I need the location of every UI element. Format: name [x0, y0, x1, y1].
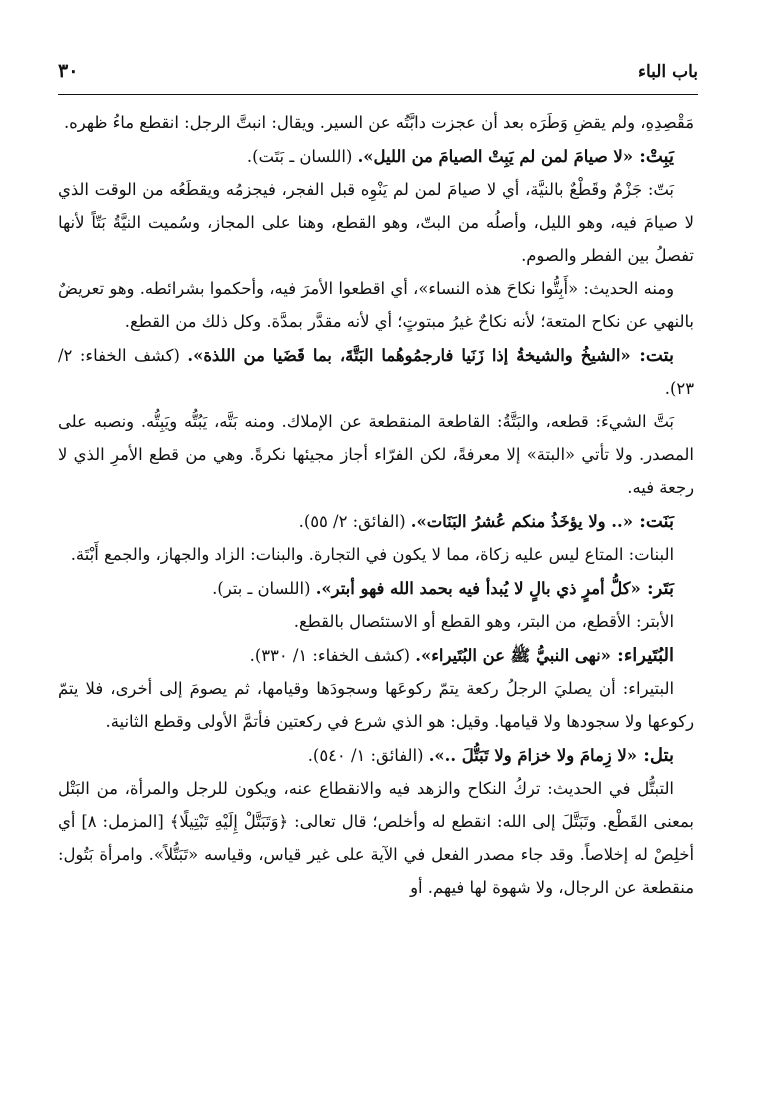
paragraph-text: بَتّ: جَزْمٌ وقَطْعٌ بالنيَّة، أي لا صيامَ لمن لم يَنْوِه قبل الفجر، فيجزمُه ويقطَعُه من الوقت الذي لا صيامَ فيه، وهو الليل، وأصلُه من البتّ، وهو القطع، وهنا على المجاز، وسُميت النيَّةُ بَتّاً لأنها تفصلُ بين الفطر والصوم.	[58, 180, 694, 265]
source-citation: (الفائق: ١/ ٥٤٠).	[307, 746, 429, 765]
paragraph-text: البتيراء: أن يصليَ الرجلُ ركعة يتمّ ركوعَها وسجودَها وقيامها، ثم يصومَ إلى أخرى، فلا يتمّ ركوعها ولا سجودها ولا قيامها. وقيل: هو الذي شرع في ركعتين فأتمَّ الأولى وقطع الثانية.	[58, 679, 694, 731]
entry-headword: البُتَيراء:	[610, 645, 674, 666]
entry	[58, 339, 694, 405]
paragraph	[58, 405, 694, 504]
paragraph	[58, 538, 694, 571]
paragraph-text: بَتَّ الشيءَ: قطعه، والبَتَّةُ: القاطعة المنقطعة عن الإملاك. ومنه بَتَّه، يَبُتُّه ويَبِتُّه. ونصبه على المصدر. ولا تأتي «البتة» إلا معرفةً، لكن الفرّاء أجاز مجيئها نكرةً. وهي من قطع الأمرِ الذي لا رجعة فيه.	[58, 412, 694, 497]
hadith-quote: «.. ولا يؤخَذُ منكم عُشرُ البَنَات».	[410, 512, 633, 531]
paragraph-text: ومنه الحديث: «أَبِتُّوا نكاحَ هذه النساء»، أي اقطعوا الأمرَ فيه، وأحكموا بشرائطه. وهو تعريضٌ بالنهي عن نكاح المتعة؛ لأنه نكاحٌ غيرُ مبتوتٍ؛ أي لأنه مقدَّر بمدَّة. وكل ذلك من القطع.	[58, 279, 694, 331]
header-rule	[58, 94, 698, 95]
paragraph	[58, 772, 694, 904]
chapter-title: باب الباء	[637, 62, 698, 82]
entry	[58, 739, 694, 772]
source-citation: (الفائق: ٢/ ٥٥).	[298, 512, 411, 531]
paragraph	[58, 106, 694, 139]
entry-headword: بتل:	[637, 745, 674, 766]
entry	[58, 505, 694, 538]
page-body	[58, 106, 694, 904]
hadith-quote: «نهى النبيُّ ﷺ عن البُتَيراء».	[415, 646, 611, 665]
hadith-quote: «الشيخُ والشيخةُ إذا زَنَيا فارجمُوهُما البَتَّةَ، بما قَضَيا من اللذة».	[187, 346, 631, 365]
entry	[58, 572, 694, 605]
paragraph	[58, 173, 694, 272]
source-citation: (كشف الخفاء: ١/ ٣٣٠).	[249, 646, 416, 665]
paragraph-text: الأبتر: الأقطع، من البتر، وهو القطع أو الاستئصال بالقطع.	[293, 612, 674, 631]
hadith-quote: «لا صيامَ لمن لم يَبِتْ الصيامَ من الليل».	[357, 147, 633, 166]
paragraph-text: التبتُّل في الحديث: تركُ النكاح والزهد فيه والانقطاع عنه، ويكون للرجل والمرأة، من البَتْل بمعنى القَطْع. وتَبَتَّلَ إلى الله: انقطع له وأخلص؛ قال تعالى: ﴿وَتَبَتَّلْ إِلَيْهِ تَبْتِيلًا﴾ [المزمل: ٨] أي أخلِصْ له إخلاصاً. وقد جاء مصدر الفعل في الآية على غير قياس، وقياسه «تَبَتُّلاً». وامرأة بَتُول: منقطعة عن الرجال، ولا شهوة لها فيهم. أو	[58, 779, 694, 897]
paragraph-text: البنات: المتاع ليس عليه زكاة، مما لا يكون في التجارة. والبنات: الزاد والجهاز، والجمع أَبْتَة.	[70, 545, 674, 564]
entry	[58, 140, 694, 173]
page-number: ٣٠	[58, 60, 79, 82]
source-citation: (اللسان ـ بَتَت).	[246, 147, 358, 166]
source-citation: (كشف الخفاء: ٢/ ٢٣).	[58, 346, 694, 398]
entry-headword: بَنَت:	[632, 511, 674, 532]
entry-headword: يَبِتْ:	[632, 146, 674, 167]
source-citation: (اللسان ـ بتر).	[212, 579, 316, 598]
hadith-quote: «كلُّ أمرٍ ذي بالٍ لا يُبدأ فيه بحمد الله فهو أبتر».	[315, 579, 641, 598]
entry-headword: بَتَر:	[640, 578, 674, 599]
paragraph	[58, 605, 694, 638]
entry	[58, 639, 694, 672]
entry-headword: بتت:	[630, 345, 674, 366]
paragraph-text: مَقْصِدِهِ، ولم يقضِ وَطَرَه بعد أن عجزت دابَّتُه عن السير. ويقال: انبتَّ الرجل: انقطع ماءُ ظهره.	[63, 113, 694, 132]
paragraph	[58, 272, 694, 338]
hadith-quote: «لا زِمامَ ولا خزامَ ولا تَبَتُّلَ ..».	[428, 746, 638, 765]
paragraph	[58, 672, 694, 738]
page-header	[58, 56, 698, 88]
